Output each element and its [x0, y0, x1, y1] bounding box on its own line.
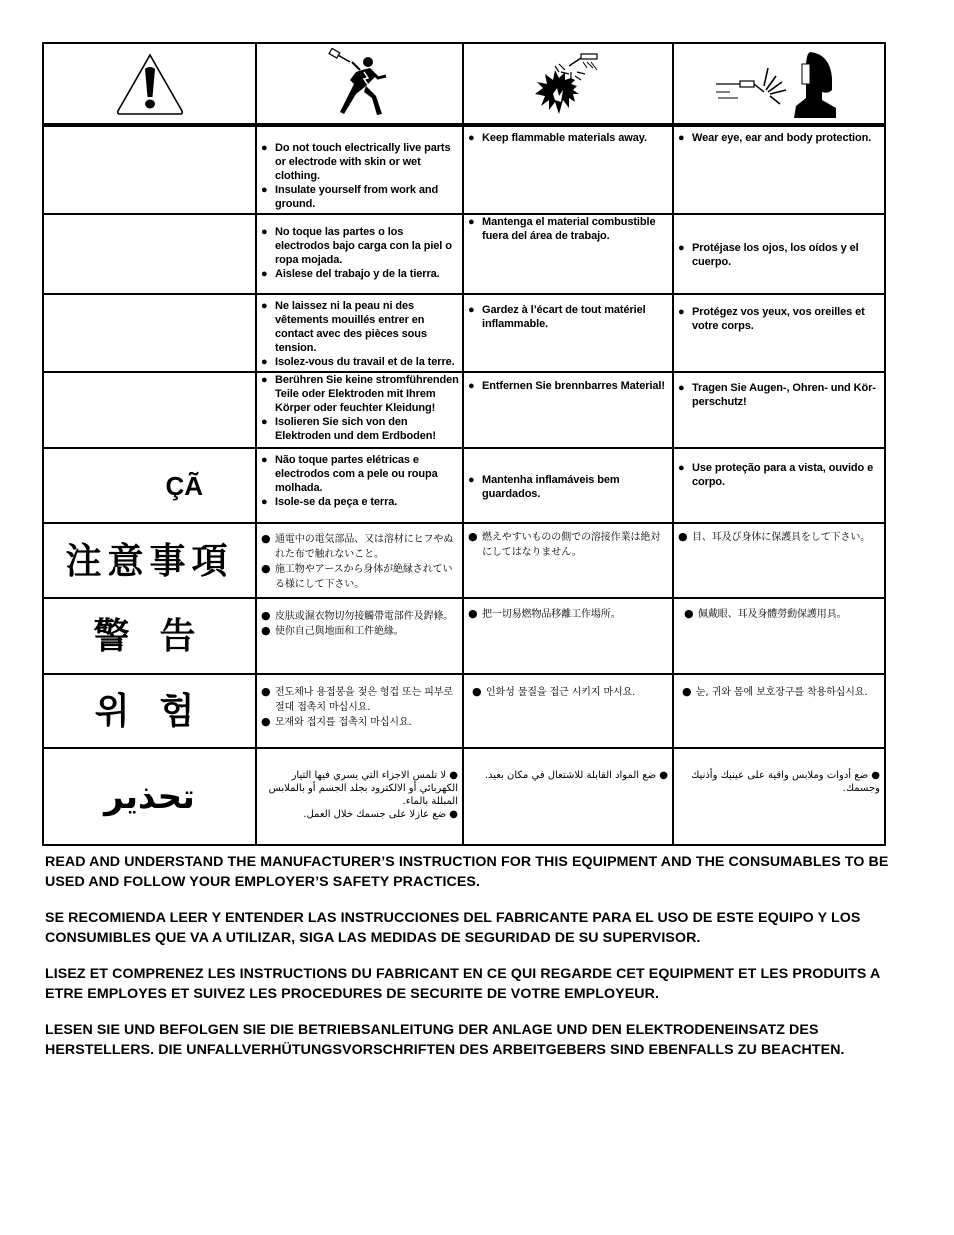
- instruction-french: LISEZ ET COMPRENEZ LES INSTRUCTIONS DU FABRICANT EN CE QUI REGARDE CET EQUIPMENT ET LES PRODUITS A ETRE EMPLOYES ET SUIVEZ LES PROCEDURES DE SECURITE DE VOTRE EMPLOYEUR.: [45, 966, 880, 1002]
- row-english: [43, 125, 885, 214]
- shock-cell: [256, 448, 463, 523]
- bullet-icon: ●: [468, 473, 475, 486]
- bullet-icon: ●: [261, 268, 268, 280]
- shock-cell: [256, 125, 463, 214]
- lang-label-cell: [43, 294, 256, 372]
- fire-cell: [463, 372, 673, 448]
- eye-text: [674, 373, 884, 411]
- bullet-icon: ●: [261, 496, 268, 508]
- list-item: ● ضع المواد القابلة للاشتعال في مكان بعيد.: [484, 770, 668, 781]
- bullet-icon: ●: [261, 562, 271, 575]
- list-item: ● Use proteção para a vista, ouvido e corpo.: [678, 462, 874, 488]
- bullet-icon: ●: [682, 685, 692, 698]
- list-item: ● لا تلمس الاجزاء التي يسري فيها التيار الكهربائي أو الالكترود بجلد الجسم أو بالملابس المبللة بالماء.: [268, 770, 458, 807]
- fire-text: [464, 469, 672, 503]
- bullet-icon: ●: [261, 532, 271, 545]
- shock-cell: [256, 214, 463, 294]
- list-item: ● 皮肤或濕衣物切勿接觸帶電部件及銲條。: [261, 609, 454, 622]
- bullet-icon: ●: [468, 216, 475, 228]
- eye-cell: [673, 125, 885, 214]
- shock-text: [257, 749, 462, 823]
- lang-label-cell: [43, 598, 256, 674]
- list-item: ● Keep flammable materials away.: [468, 132, 647, 144]
- bullet-icon: ●: [468, 304, 475, 316]
- bullet-icon: ●: [261, 685, 271, 698]
- bullet-icon: ●: [468, 530, 478, 543]
- eye-protection-icon: [714, 48, 844, 120]
- instruction-english: READ AND UNDERSTAND THE MANUFACTURER’S INSTRUCTION FOR THIS EQUIPMENT AND THE CONSUMABLES TO BE USED AND FOLLOW YOUR EMPLOYER’S SAFETY PRACTICES.: [45, 854, 889, 890]
- bullet-icon: ●: [261, 624, 271, 637]
- bullet-icon: ●: [678, 530, 688, 543]
- bullet-icon: ●: [472, 685, 482, 698]
- list-item: ● Insulate yourself from work and ground.: [261, 184, 439, 210]
- list-item: ● Isole-se da peça e terra.: [261, 496, 398, 508]
- bullet-icon: ●: [678, 132, 685, 144]
- fire-cell: [463, 214, 673, 294]
- shock-text: [257, 599, 462, 641]
- bullet-icon: ●: [678, 242, 685, 254]
- row-arabic: [43, 748, 885, 845]
- list-item: ● Wear eye, ear and body protection.: [678, 132, 872, 144]
- list-item: ● Protégez vos yeux, vos oreilles et votre corps.: [678, 306, 865, 332]
- bullet-icon: ●: [659, 770, 668, 781]
- instruction-german: LESEN SIE UND BEFOLGEN SIE DIE BETRIEBSANLEITUNG DER ANLAGE UND DEN ELEKTRODENEINSATZ DES HERSTELLERS. DIE UNFALLVERHÜTUNGSVORSCHRIFTEN DES ARBEITGEBERS SIND EBENFALLS ZU BEACHTEN.: [45, 1022, 845, 1058]
- shock-cell: [256, 674, 463, 748]
- fire-text: [464, 749, 672, 784]
- list-item: ● No toque las partes o los electrodos bajo carga con la piel o ropa mojada.: [261, 226, 452, 266]
- list-item: ● ضع عازلا على جسمك خلال العمل.: [303, 809, 458, 820]
- row-korean: [43, 674, 885, 748]
- warning-triangle-icon: [114, 51, 186, 117]
- shock-cell: [256, 294, 463, 372]
- eye-cell: [673, 748, 885, 845]
- row-german: [43, 372, 885, 448]
- bullet-icon: ●: [678, 306, 685, 318]
- row-french: [43, 294, 885, 372]
- lang-label: 警 告: [93, 615, 206, 656]
- eye-text: [674, 524, 884, 547]
- warning-icon-cell: [43, 43, 256, 125]
- list-item: ● Gardez à l’écart de tout matériel inflammable.: [468, 304, 646, 330]
- fire-text: [464, 215, 672, 245]
- lang-label: 注意事項: [65, 539, 234, 581]
- list-item: ● Aislese del trabajo y de la tierra.: [261, 268, 440, 280]
- eye-protection-icon-cell: [673, 43, 885, 125]
- eye-cell: [673, 523, 885, 598]
- shock-cell: [256, 523, 463, 598]
- eye-text: [674, 127, 884, 147]
- fire-explosion-icon: [525, 48, 611, 120]
- lang-label-cell: [43, 372, 256, 448]
- list-item: ● 佩戴眼、耳及身體勞動保護用具。: [684, 607, 847, 620]
- list-item: ● Do not touch electrically live parts or electrode with skin or wet clothing.: [261, 142, 451, 182]
- lang-label-cell: [43, 125, 256, 214]
- list-item: ● 모재와 접지를 접촉치 마십시요.: [261, 715, 412, 728]
- electric-shock-icon: [320, 48, 400, 120]
- list-item: ● Entfernen Sie brennbarres Material!: [468, 380, 665, 392]
- eye-text: [674, 237, 884, 271]
- row-spanish: [43, 214, 885, 294]
- fire-text: [464, 295, 672, 333]
- lang-label-cell: [43, 448, 256, 523]
- bullet-icon: ●: [449, 809, 458, 820]
- eye-cell: [673, 372, 885, 448]
- fire-cell: [463, 598, 673, 674]
- lang-label-cell: [43, 748, 256, 845]
- fire-icon-cell: [463, 43, 673, 125]
- lang-label: ÇÃ: [165, 471, 203, 501]
- lang-label-cell: [43, 523, 256, 598]
- fire-text: [464, 127, 672, 147]
- bullet-icon: ●: [261, 609, 271, 622]
- row-chinese: [43, 598, 885, 674]
- lang-label-cell: [43, 214, 256, 294]
- safety-warning-table: [42, 42, 886, 846]
- list-item: ● 目、耳及び身体に保護具をして下さい。: [678, 530, 871, 543]
- fire-cell: [463, 748, 673, 845]
- shock-icon-cell: [256, 43, 463, 125]
- icon-header-row: [43, 43, 885, 125]
- fire-cell: [463, 448, 673, 523]
- eye-cell: [673, 294, 885, 372]
- shock-cell: [256, 748, 463, 845]
- fire-cell: [463, 294, 673, 372]
- list-item: ● 燃えやすいものの側での溶接作業は絶対にしてはなりません。: [468, 530, 661, 558]
- eye-text: [674, 295, 884, 335]
- bullet-icon: ●: [871, 770, 880, 781]
- bullet-icon: ●: [261, 416, 268, 428]
- fire-cell: [463, 125, 673, 214]
- bullet-icon: ●: [261, 715, 271, 728]
- fire-text: [464, 373, 672, 395]
- eye-text: [674, 449, 884, 491]
- lang-label: 위 험: [94, 690, 205, 731]
- list-item: ● Não toque partes elétricas e electrodos com a pele ou roupa molhada.: [261, 454, 438, 494]
- shock-cell: [256, 372, 463, 448]
- eye-cell: [673, 448, 885, 523]
- lang-label: تحذير: [104, 776, 195, 817]
- fire-text: [464, 599, 672, 624]
- eye-cell: [673, 214, 885, 294]
- bullet-icon: ●: [468, 607, 478, 620]
- list-item: ● Isolieren Sie sich von den Elektroden und dem Erdboden!: [261, 416, 436, 442]
- list-item: ● Mantenha inflamáveis bem guardados.: [468, 473, 620, 500]
- bullet-icon: ●: [261, 300, 268, 312]
- list-item: ● Ne laissez ni la peau ni des vêtements mouillés entrer en contact avec des pièces sous tension.: [261, 300, 427, 354]
- fire-text: [464, 524, 672, 562]
- bullet-icon: ●: [261, 454, 268, 466]
- shock-text: [257, 675, 462, 732]
- bullet-icon: ●: [261, 142, 268, 154]
- lang-label-cell: [43, 674, 256, 748]
- bullet-icon: ●: [468, 380, 475, 392]
- list-item: ● Mantenga el material combustible fuera del área de trabajo.: [468, 216, 656, 242]
- list-item: ● ضع أدوات وملابس واقية على عينيك وأذنيك وجسمك.: [691, 770, 880, 794]
- row-japanese: [43, 523, 885, 598]
- shock-cell: [256, 598, 463, 674]
- list-item: ● 인화성 물질을 접근 시키지 마시요.: [472, 685, 636, 698]
- fire-cell: [463, 523, 673, 598]
- list-item: ● Protéjase los ojos, los oídos y el cuerpo.: [678, 242, 859, 268]
- bullet-icon: ●: [261, 184, 268, 196]
- fire-cell: [463, 674, 673, 748]
- bullet-icon: ●: [261, 226, 268, 238]
- list-item: ● 把一切易燃物品移離工作場所。: [468, 607, 621, 620]
- shock-text: [257, 373, 462, 445]
- shock-text: [257, 524, 462, 594]
- shock-text: [257, 215, 462, 283]
- bullet-icon: ●: [684, 607, 694, 620]
- list-item: ● 전도체나 용접봉을 젖은 헝겁 또는 피부로 절대 접촉치 마십시요.: [261, 685, 453, 713]
- bullet-icon: ●: [468, 132, 475, 144]
- shock-text: [257, 449, 462, 511]
- list-item: ● Tragen Sie Augen-, Ohren- und Kör-perschutz!: [678, 382, 876, 408]
- list-item: ● 使你自己與地面和工件絶緣。: [261, 624, 404, 637]
- eye-text: [674, 675, 884, 702]
- eye-cell: [673, 674, 885, 748]
- bullet-icon: ●: [678, 462, 685, 474]
- fire-text: [464, 675, 672, 702]
- bullet-icon: ●: [261, 356, 268, 368]
- eye-cell: [673, 598, 885, 674]
- eye-text: [674, 749, 884, 797]
- shock-text: [257, 127, 462, 213]
- bullet-icon: ●: [678, 382, 685, 394]
- eye-text: [674, 599, 884, 624]
- list-item: ● 施工物やアースから身体が絶縁されている様にして下さい。: [261, 562, 453, 590]
- list-item: ● 눈, 귀와 몸에 보호장구를 착용하십시요.: [682, 685, 868, 698]
- list-item: ● Berühren Sie keine stromführenden Teile oder Elektroden mit Ihrem Körper oder feuchter Kleidung!: [261, 374, 459, 414]
- row-portuguese: [43, 448, 885, 523]
- instruction-spanish: SE RECOMIENDA LEER Y ENTENDER LAS INSTRUCCIONES DEL FABRICANTE PARA EL USO DE ESTE EQUIPO Y LOS CONSUMIBLES QUE VA A UTILIZAR, SIGA LAS MEDIDAS DE SEGURIDAD DE SU SUPERVISOR.: [45, 910, 861, 946]
- bullet-icon: ●: [261, 374, 268, 386]
- bullet-icon: ●: [449, 770, 458, 781]
- list-item: ● Isolez-vous du travail et de la terre.: [261, 356, 455, 368]
- instructions-block: [45, 852, 895, 1076]
- shock-text: [257, 295, 462, 371]
- list-item: ● 通電中の電気部品、又は溶材にヒフやぬれた布で触れないこと。: [261, 532, 454, 560]
